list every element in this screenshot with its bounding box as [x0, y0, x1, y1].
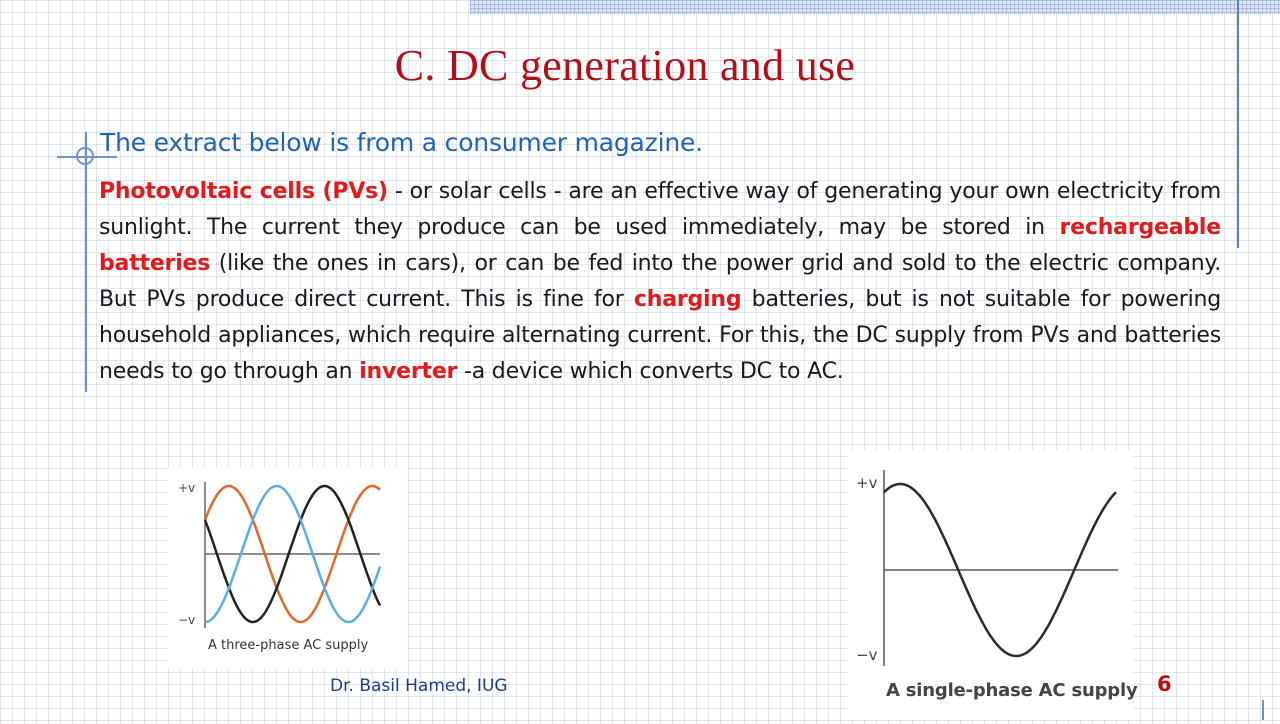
three-phase-caption: A three-phase AC supply: [208, 638, 369, 653]
page-number: 6: [1157, 672, 1172, 696]
highlight-batteries: rechargeable batteries: [99, 215, 1221, 276]
three-phase-pos-label: +v: [178, 481, 196, 495]
footer-author: Dr. Basil Hamed, IUG: [330, 676, 508, 696]
top-decoration-band: [470, 0, 1280, 14]
left-accent-circle: [76, 147, 94, 165]
single-phase-pos-label: +v: [856, 474, 878, 492]
highlight-pv-cells: Photovoltaic cells (PVs): [99, 179, 388, 204]
intro-text: The extract below is from a consumer magazine.: [100, 128, 703, 157]
highlight-charging: charging: [633, 287, 742, 312]
highlight-inverter: inverter: [359, 359, 458, 384]
left-accent-line: [85, 132, 87, 392]
single-phase-neg-label: −v: [856, 646, 878, 664]
corner-accent: [1262, 700, 1280, 720]
right-accent-line: [1237, 0, 1239, 248]
extract-text-1: - or solar cells - are an effective way of generating your own electricity from sunlight. The current they produce can be used immediately, may be stored in: [99, 179, 1222, 240]
extract-text-2: (like the ones in cars), or can be fed into the power grid and sold to the electric company. But PVs produce direct current. This is fine for: [99, 251, 1221, 312]
extract-text-4: -a device which converts DC to AC.: [457, 359, 844, 384]
magazine-extract: [99, 174, 1221, 390]
single-phase-caption: A single-phase AC supply: [886, 680, 1138, 701]
slide-title: C. DC generation and use: [394, 41, 856, 90]
three-phase-neg-label: −v: [178, 613, 196, 627]
extract-text-3: batteries, but is not suitable for powering household appliances, which require alternating current. For this, the DC supply from PVs and batteries needs to go through an: [99, 287, 1221, 384]
